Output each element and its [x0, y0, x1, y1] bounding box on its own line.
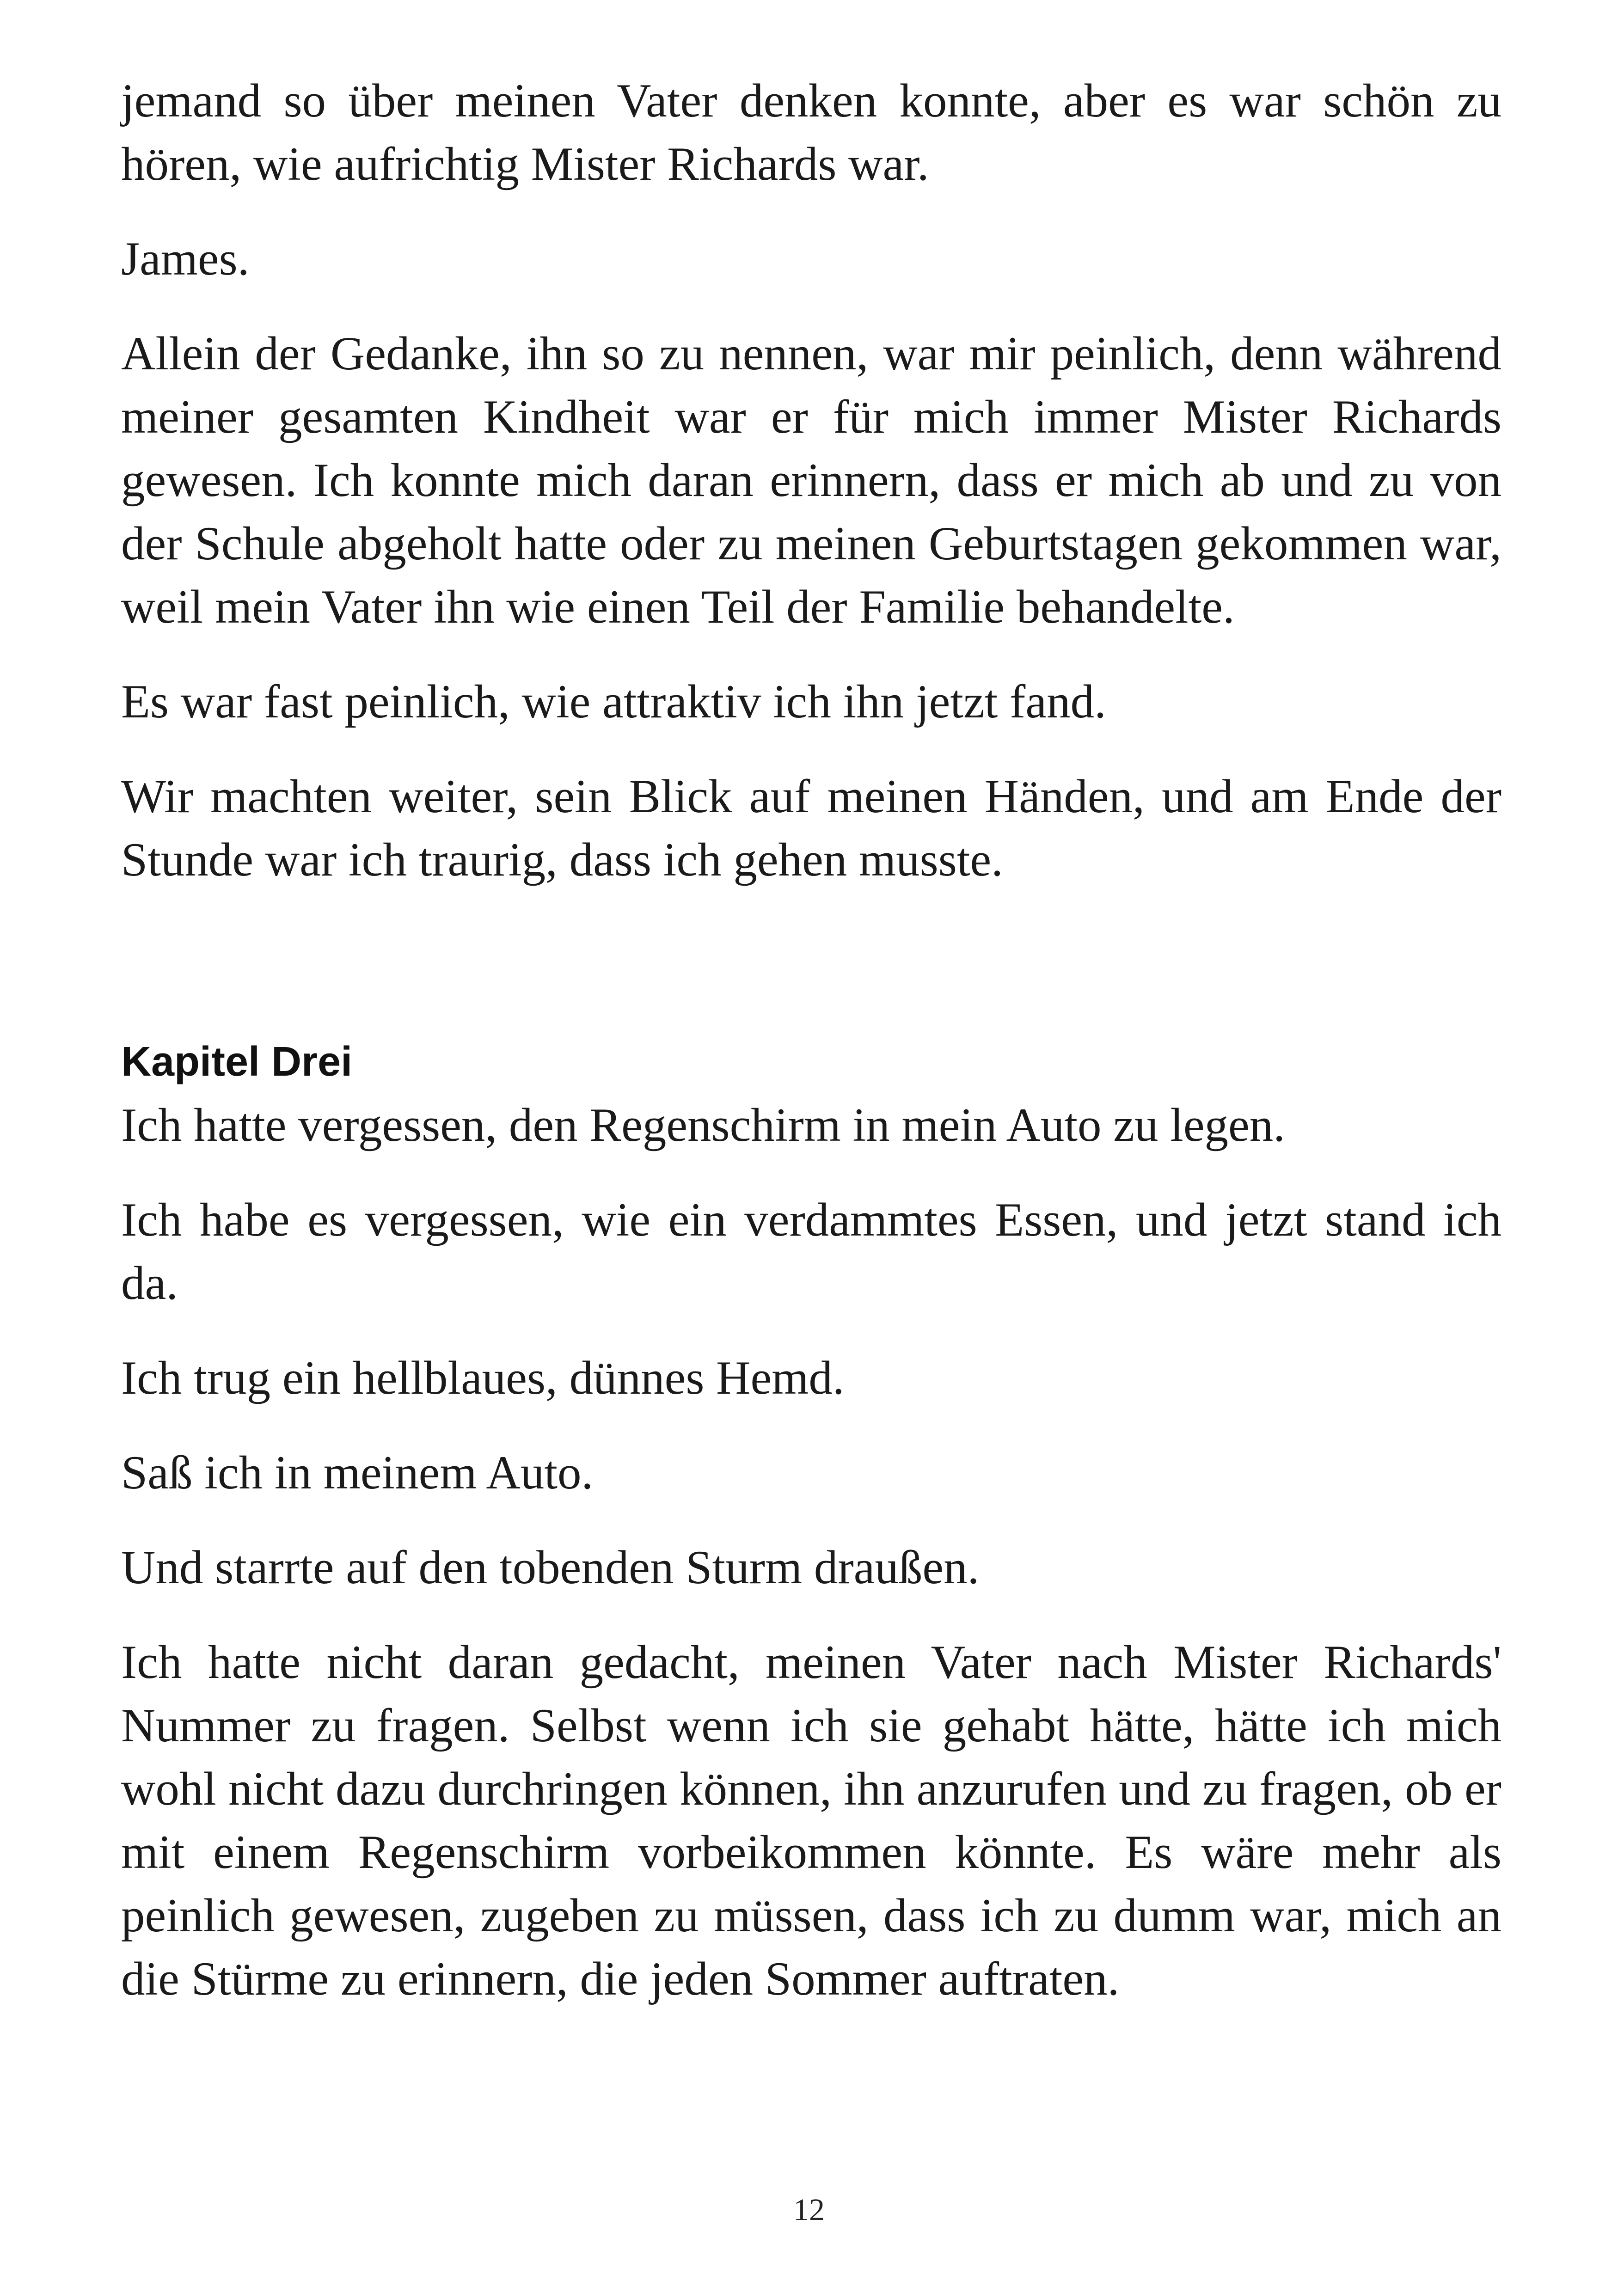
page-number: 12 [793, 2192, 825, 2227]
chapter-heading: Kapitel Drei [121, 1039, 353, 1085]
paragraph: James. [121, 233, 250, 285]
paragraph: Saß ich in meinem Auto. [121, 1446, 594, 1499]
paragraph: jemand so über meinen Vater denken konnte, aber es war schön zu hören, wie aufrichtig Mister Richards war. [121, 74, 1502, 190]
paragraph: Allein der Gedanke, ihn so zu nennen, war mir peinlich, denn während meiner gesamten Kindheit war er für mich immer Mister Richards gewesen. Ich konnte mich daran erinnern, dass er mich ab und zu von der Schule abgeholt hatte oder zu meinen Geburtstagen gekommen war, weil mein Vater ihn wie einen Teil der Familie behandelte. [121, 327, 1502, 633]
paragraph: Ich habe es vergessen, wie ein verdammtes Essen, und jetzt stand ich da. [121, 1194, 1502, 1310]
paragraph: Wir machten weiter, sein Blick auf meinen Händen, und am Ende der Stunde war ich traurig, dass ich gehen musste. [121, 770, 1502, 886]
paragraph: Ich hatte vergessen, den Regenschirm in mein Auto zu legen. [121, 1099, 1286, 1151]
paragraph: Ich hatte nicht daran gedacht, meinen Vater nach Mister Richards' Nummer zu fragen. Selbst wenn ich sie gehabt hätte, hätte ich mich wohl nicht dazu durchringen können, ihn anzurufen und zu fragen, ob er mit einem Regenschirm vorbeikommen könnte. Es wäre mehr als peinlich gewesen, zugeben zu müssen, dass ich zu dumm war, mich an die Stürme zu erinnern, die jeden Sommer auftraten. [121, 1636, 1502, 2005]
paragraph: Ich trug ein hellblaues, dünnes Hemd. [121, 1352, 845, 1404]
paragraph: Es war fast peinlich, wie attraktiv ich ihn jetzt fand. [121, 675, 1106, 728]
page-body [121, 69, 1502, 2011]
paragraph: Und starrte auf den tobenden Sturm draußen. [121, 1541, 980, 1594]
